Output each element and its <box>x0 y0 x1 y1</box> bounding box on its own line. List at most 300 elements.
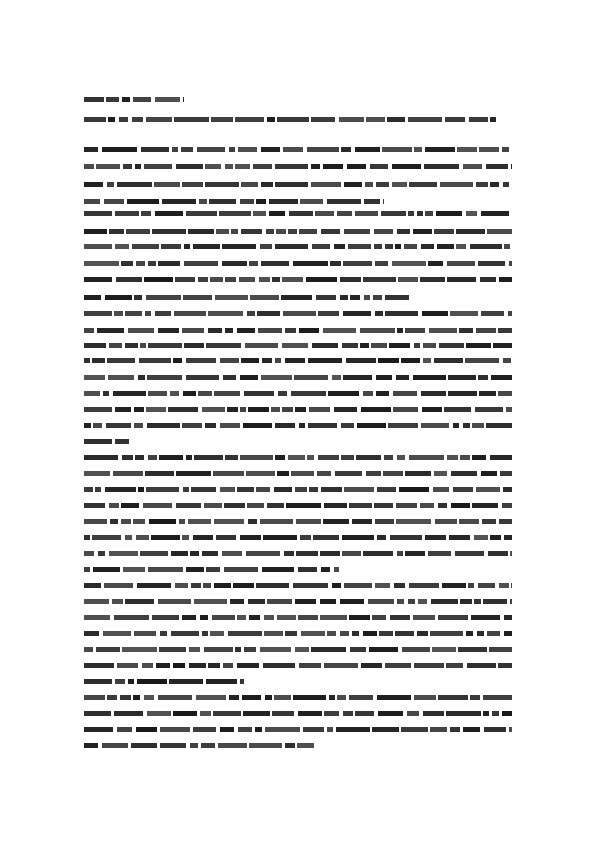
word-mark <box>114 711 143 716</box>
word-mark <box>285 743 295 748</box>
word-mark <box>487 631 500 636</box>
word-mark <box>264 615 274 620</box>
word-mark <box>265 695 272 700</box>
text-line <box>84 519 512 524</box>
word-mark <box>84 583 101 588</box>
word-mark <box>312 343 338 348</box>
word-mark <box>147 375 182 380</box>
word-mark <box>134 631 156 636</box>
word-mark <box>277 117 309 122</box>
word-mark <box>393 391 417 396</box>
word-mark <box>147 711 171 716</box>
word-mark <box>377 695 411 700</box>
word-mark <box>301 631 325 636</box>
word-mark <box>189 663 206 668</box>
word-mark <box>377 535 386 540</box>
word-mark <box>466 631 473 636</box>
text-line <box>84 503 512 508</box>
word-mark <box>188 519 211 524</box>
word-mark <box>486 423 512 428</box>
word-mark <box>409 182 437 187</box>
word-mark <box>257 311 280 316</box>
word-mark <box>320 615 347 620</box>
word-mark <box>199 199 207 204</box>
word-mark <box>173 358 182 363</box>
word-mark <box>483 695 512 700</box>
word-mark <box>309 407 330 412</box>
word-mark <box>184 261 218 266</box>
word-mark <box>261 147 280 152</box>
word-mark <box>84 295 101 300</box>
word-mark <box>324 663 358 668</box>
word-mark <box>414 695 436 700</box>
word-mark <box>430 631 463 636</box>
word-mark <box>478 583 495 588</box>
word-mark <box>182 328 204 333</box>
text-line <box>84 164 512 169</box>
word-mark <box>477 631 484 636</box>
word-mark <box>502 147 509 152</box>
word-mark <box>374 503 393 508</box>
word-mark <box>267 503 284 508</box>
word-mark <box>295 647 309 652</box>
word-mark <box>152 615 179 620</box>
word-mark <box>332 583 341 588</box>
word-mark <box>327 631 336 636</box>
word-mark <box>117 727 132 732</box>
word-mark <box>320 599 336 604</box>
word-mark <box>84 615 110 620</box>
word-mark <box>128 679 134 684</box>
word-mark <box>425 535 446 540</box>
word-mark <box>137 679 167 684</box>
word-mark <box>275 455 285 460</box>
word-mark <box>417 211 423 216</box>
word-mark <box>421 244 434 249</box>
word-mark <box>155 311 171 316</box>
word-mark <box>376 182 389 187</box>
word-mark <box>113 391 146 396</box>
word-mark <box>424 164 459 169</box>
word-mark <box>116 277 142 282</box>
word-mark <box>420 277 445 282</box>
word-mark <box>369 647 398 652</box>
word-mark <box>342 551 361 556</box>
word-mark <box>200 615 208 620</box>
word-mark <box>84 695 105 700</box>
word-mark <box>84 631 99 636</box>
word-mark <box>220 487 235 492</box>
text-line <box>84 229 512 234</box>
word-mark <box>372 615 386 620</box>
word-mark <box>205 164 221 169</box>
word-mark <box>397 599 404 604</box>
word-mark <box>389 343 410 348</box>
word-mark <box>205 423 216 428</box>
word-mark <box>343 375 372 380</box>
word-mark <box>133 695 140 700</box>
word-mark <box>317 471 331 476</box>
word-mark <box>300 199 323 204</box>
word-mark <box>327 727 333 732</box>
word-mark <box>224 567 258 572</box>
word-mark <box>435 519 457 524</box>
word-mark <box>284 551 294 556</box>
word-mark <box>225 455 238 460</box>
word-mark <box>143 503 172 508</box>
word-mark <box>357 423 386 428</box>
word-mark <box>428 551 451 556</box>
word-mark <box>313 535 339 540</box>
word-mark <box>249 615 260 620</box>
word-mark <box>249 743 282 748</box>
word-mark <box>373 295 382 300</box>
word-mark <box>235 117 264 122</box>
word-mark <box>480 277 496 282</box>
word-mark <box>328 391 359 396</box>
word-mark <box>332 375 341 380</box>
word-mark <box>366 117 385 122</box>
word-mark <box>482 519 496 524</box>
word-mark <box>105 295 132 300</box>
word-mark <box>179 519 185 524</box>
text-line <box>84 423 512 428</box>
text-line <box>84 391 512 396</box>
word-mark <box>84 375 105 380</box>
word-mark <box>121 519 131 524</box>
word-mark <box>499 583 509 588</box>
word-mark <box>125 343 138 348</box>
word-mark <box>172 147 178 152</box>
text-line <box>84 97 184 102</box>
word-mark <box>175 277 195 282</box>
word-mark <box>276 229 286 234</box>
word-mark <box>225 328 233 333</box>
word-mark <box>478 375 488 380</box>
word-mark <box>148 567 183 572</box>
word-mark <box>183 391 196 396</box>
word-mark <box>438 695 468 700</box>
word-mark <box>308 358 342 363</box>
word-mark <box>448 375 476 380</box>
word-mark <box>161 244 181 249</box>
word-mark <box>241 358 259 363</box>
word-mark <box>394 583 405 588</box>
word-mark <box>117 182 152 187</box>
word-mark <box>429 328 457 333</box>
word-mark <box>349 503 372 508</box>
word-mark <box>261 375 292 380</box>
word-mark <box>122 97 130 102</box>
word-mark <box>434 471 447 476</box>
word-mark <box>140 343 146 348</box>
text-line <box>84 471 512 476</box>
word-mark <box>205 182 239 187</box>
word-mark <box>490 117 496 122</box>
word-mark <box>243 423 272 428</box>
word-mark <box>139 358 171 363</box>
word-mark <box>489 647 512 652</box>
word-mark <box>225 164 233 169</box>
word-mark <box>430 727 447 732</box>
word-mark <box>244 391 274 396</box>
word-mark <box>344 229 370 234</box>
word-mark <box>476 328 496 333</box>
word-mark <box>286 503 321 508</box>
word-mark <box>417 631 428 636</box>
word-mark <box>375 583 390 588</box>
word-mark <box>112 599 123 604</box>
word-mark <box>121 503 139 508</box>
word-mark <box>84 455 118 460</box>
text-line <box>84 599 512 604</box>
word-mark <box>376 391 389 396</box>
word-mark <box>240 455 273 460</box>
word-mark <box>278 391 287 396</box>
word-mark <box>208 663 220 668</box>
word-mark <box>457 147 477 152</box>
word-mark <box>84 679 112 684</box>
word-mark <box>509 261 512 266</box>
word-mark <box>263 663 295 668</box>
word-mark <box>184 343 204 348</box>
word-mark <box>277 471 289 476</box>
word-mark <box>84 743 98 748</box>
text-line <box>84 182 509 187</box>
word-mark <box>258 328 282 333</box>
word-mark <box>275 164 308 169</box>
word-mark <box>241 182 258 187</box>
text-line <box>84 328 512 333</box>
word-mark <box>84 663 114 668</box>
word-mark <box>156 663 170 668</box>
word-mark <box>202 631 208 636</box>
word-mark <box>392 164 421 169</box>
word-mark <box>409 455 444 460</box>
word-mark <box>201 743 215 748</box>
word-mark <box>363 551 393 556</box>
word-mark <box>208 311 243 316</box>
word-mark <box>339 117 364 122</box>
word-mark <box>113 471 143 476</box>
word-mark <box>502 503 512 508</box>
word-mark <box>293 695 326 700</box>
word-mark <box>248 407 269 412</box>
word-mark <box>246 471 275 476</box>
word-mark <box>448 391 477 396</box>
word-mark <box>504 631 512 636</box>
word-mark <box>127 199 159 204</box>
word-mark <box>96 164 120 169</box>
word-mark <box>84 519 107 524</box>
word-mark <box>209 199 236 204</box>
word-mark <box>149 519 176 524</box>
word-mark <box>98 551 105 556</box>
word-mark <box>503 487 512 492</box>
word-mark <box>288 455 305 460</box>
word-mark <box>259 277 270 282</box>
word-mark <box>324 711 339 716</box>
word-mark <box>470 695 480 700</box>
word-mark <box>446 711 481 716</box>
word-mark <box>472 423 484 428</box>
word-mark <box>183 295 212 300</box>
word-mark <box>220 358 239 363</box>
word-mark <box>408 117 442 122</box>
word-mark <box>395 631 414 636</box>
word-mark <box>472 455 486 460</box>
word-mark <box>396 519 431 524</box>
text-line <box>84 631 512 636</box>
word-mark <box>298 711 322 716</box>
word-mark <box>84 261 119 266</box>
word-mark <box>84 117 106 122</box>
word-mark <box>434 358 463 363</box>
word-mark <box>414 147 422 152</box>
word-mark <box>84 599 109 604</box>
word-mark <box>175 583 188 588</box>
word-mark <box>293 583 328 588</box>
word-mark <box>247 503 264 508</box>
word-mark <box>84 358 90 363</box>
word-mark <box>348 244 371 249</box>
word-mark <box>504 535 512 540</box>
word-mark <box>423 358 431 363</box>
word-mark <box>393 407 418 412</box>
word-mark <box>271 407 280 412</box>
word-mark <box>459 519 479 524</box>
word-mark <box>481 471 497 476</box>
word-mark <box>425 147 455 152</box>
word-mark <box>309 487 318 492</box>
word-mark <box>267 117 275 122</box>
word-mark <box>337 211 352 216</box>
word-mark <box>93 423 102 428</box>
word-mark <box>289 211 313 216</box>
word-mark <box>193 535 213 540</box>
word-mark <box>408 211 414 216</box>
word-mark <box>472 503 498 508</box>
word-mark <box>413 229 432 234</box>
text-line <box>84 311 512 316</box>
word-mark <box>329 695 335 700</box>
word-mark <box>247 311 255 316</box>
word-mark <box>283 147 303 152</box>
word-mark <box>186 567 204 572</box>
word-mark <box>401 727 428 732</box>
word-mark <box>340 295 348 300</box>
word-mark <box>218 743 247 748</box>
word-mark <box>396 503 417 508</box>
word-mark <box>115 407 131 412</box>
word-mark <box>84 97 104 102</box>
word-mark <box>168 407 198 412</box>
word-mark <box>84 199 100 204</box>
word-mark <box>433 487 449 492</box>
word-mark <box>340 631 349 636</box>
word-mark <box>447 277 476 282</box>
word-mark <box>151 535 180 540</box>
word-mark <box>250 295 279 300</box>
word-mark <box>237 615 246 620</box>
word-mark <box>105 487 136 492</box>
word-mark <box>240 535 261 540</box>
word-mark <box>240 199 254 204</box>
word-mark <box>194 455 223 460</box>
word-mark <box>340 277 361 282</box>
word-mark <box>335 471 362 476</box>
word-mark <box>352 631 359 636</box>
word-mark <box>363 277 396 282</box>
word-mark <box>375 311 383 316</box>
word-mark <box>311 164 320 169</box>
word-mark <box>244 647 256 652</box>
word-mark <box>282 277 303 282</box>
word-mark <box>490 455 512 460</box>
word-mark <box>344 583 372 588</box>
word-mark <box>144 164 172 169</box>
word-mark <box>343 261 372 266</box>
word-mark <box>315 211 334 216</box>
word-mark <box>281 295 312 300</box>
word-mark <box>186 455 192 460</box>
word-mark <box>256 199 266 204</box>
word-mark <box>109 343 122 348</box>
word-mark <box>446 663 463 668</box>
word-mark <box>492 711 499 716</box>
word-mark <box>196 695 226 700</box>
word-mark <box>402 647 430 652</box>
word-mark <box>397 455 405 460</box>
word-mark <box>84 277 112 282</box>
word-mark <box>114 615 149 620</box>
word-mark <box>109 551 138 556</box>
word-mark <box>465 358 499 363</box>
word-mark <box>186 358 216 363</box>
word-mark <box>181 147 193 152</box>
word-mark <box>262 567 294 572</box>
word-mark <box>84 535 90 540</box>
word-mark <box>186 375 219 380</box>
word-mark <box>285 358 305 363</box>
word-mark <box>340 599 364 604</box>
word-mark <box>456 229 485 234</box>
word-mark <box>323 164 343 169</box>
word-mark <box>383 471 403 476</box>
word-mark <box>84 391 100 396</box>
text-line <box>84 535 512 540</box>
word-mark <box>397 328 403 333</box>
word-mark <box>141 211 151 216</box>
word-mark <box>451 503 470 508</box>
word-mark <box>374 244 382 249</box>
word-mark <box>306 277 337 282</box>
word-mark <box>436 211 462 216</box>
text-line <box>84 695 512 700</box>
word-mark <box>285 328 296 333</box>
text-line <box>84 277 512 282</box>
text-line <box>84 358 512 363</box>
word-mark <box>160 727 190 732</box>
word-mark <box>208 328 222 333</box>
word-mark <box>174 311 206 316</box>
word-mark <box>146 407 166 412</box>
word-mark <box>370 164 388 169</box>
word-mark <box>318 455 339 460</box>
word-mark <box>330 261 341 266</box>
word-mark <box>350 295 360 300</box>
word-mark <box>414 343 420 348</box>
